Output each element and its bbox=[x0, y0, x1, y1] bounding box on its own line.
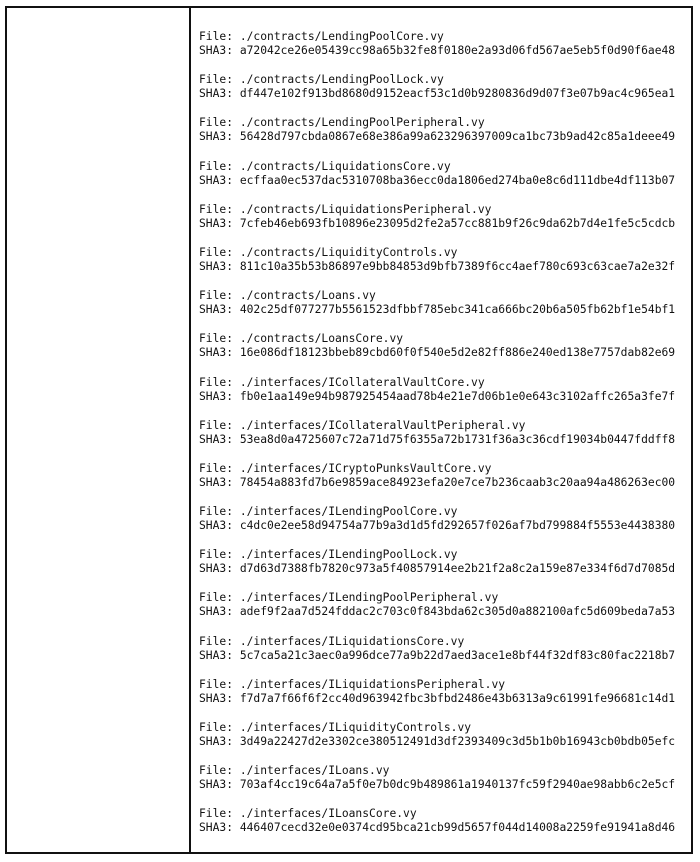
file-label: File: bbox=[199, 634, 240, 648]
file-line bbox=[199, 116, 691, 130]
sha3-line bbox=[199, 390, 691, 404]
sha3-line bbox=[199, 87, 691, 101]
file-path: ./interfaces/ILiquidationsCore.vy bbox=[239, 634, 465, 648]
file-label: File: bbox=[199, 677, 240, 691]
sha3-line bbox=[199, 649, 691, 663]
file-path: ./contracts/LiquidationsPeripheral.vy bbox=[239, 202, 492, 216]
file-hash-entry bbox=[199, 160, 691, 188]
hash-table bbox=[5, 6, 693, 854]
file-line bbox=[199, 246, 691, 260]
file-hash-entry bbox=[199, 678, 691, 706]
sha3-line bbox=[199, 44, 691, 58]
file-label: File: bbox=[199, 505, 240, 519]
sha3-label: SHA3: bbox=[199, 173, 240, 187]
sha3-label: SHA3: bbox=[199, 605, 240, 619]
sha3-label: SHA3: bbox=[199, 130, 240, 144]
file-label: File: bbox=[199, 721, 240, 734]
file-path: ./interfaces/ILendingPoolLock.vy bbox=[239, 548, 458, 562]
file-path: ./contracts/Loans.vy bbox=[239, 289, 376, 303]
sha3-line bbox=[199, 778, 691, 792]
file-hash-entry bbox=[199, 30, 691, 58]
file-label: File: bbox=[199, 30, 240, 43]
sha3-label: SHA3: bbox=[199, 475, 240, 489]
file-label: File: bbox=[199, 764, 240, 778]
file-hash-entry bbox=[199, 462, 691, 490]
sha3-line bbox=[199, 692, 691, 706]
file-line bbox=[199, 30, 691, 44]
sha3-hash: f7d7a7f66f6f2cc40d963942fbc3bfbd2486e43b6313a9c61991fe96681c14d1 bbox=[239, 691, 676, 705]
file-path: ./contracts/LendingPoolCore.vy bbox=[239, 30, 444, 43]
file-path: ./interfaces/ILiquidationsPeripheral.vy bbox=[239, 677, 506, 691]
file-label: File: bbox=[199, 548, 240, 562]
file-label: File: bbox=[199, 159, 240, 173]
sha3-hash: 78454a883fd7b6e9859ace84923efa20e7ce7b236caab3c20aa94a486263ec00 bbox=[239, 475, 676, 489]
sha3-label: SHA3: bbox=[199, 87, 240, 101]
file-hash-entry bbox=[199, 73, 691, 101]
sha3-hash: ecffaa0ec537dac5310708ba36ecc0da1806ed274ba0e8c6d111dbe4df113b07 bbox=[239, 173, 676, 187]
file-path: ./interfaces/ILoans.vy bbox=[239, 764, 390, 778]
sha3-hash: a72042ce26e05439cc98a65b32fe8f0180e2a93d06fd567ae5eb5f0d90f6ae48 bbox=[239, 44, 676, 57]
file-hash-entry bbox=[199, 376, 691, 404]
sha3-label: SHA3: bbox=[199, 432, 240, 446]
sha3-label: SHA3: bbox=[199, 691, 240, 705]
sha3-label: SHA3: bbox=[199, 821, 240, 835]
file-hash-entry bbox=[199, 289, 691, 317]
file-line bbox=[199, 505, 691, 519]
file-path: ./interfaces/ICollateralVaultPeripheral.vy bbox=[239, 418, 526, 432]
file-label: File: bbox=[199, 332, 240, 346]
file-line bbox=[199, 548, 691, 562]
file-label: File: bbox=[199, 461, 240, 475]
file-line bbox=[199, 160, 691, 174]
file-line bbox=[199, 419, 691, 433]
sha3-line bbox=[199, 821, 691, 835]
sha3-label: SHA3: bbox=[199, 259, 240, 273]
file-path: ./contracts/LiquidityControls.vy bbox=[239, 245, 458, 259]
sha3-hash: 3d49a22427d2e3302ce380512491d3df2393409c3d5b1b0b16943cb0bdb05efc bbox=[239, 735, 676, 748]
sha3-label: SHA3: bbox=[199, 216, 240, 230]
sha3-label: SHA3: bbox=[199, 346, 240, 360]
file-hash-entry bbox=[199, 635, 691, 663]
file-line bbox=[199, 807, 691, 821]
sha3-hash: c4dc0e2ee58d94754a77b9a3d1d5fd292657f026af7bd799884f5553e4438380 bbox=[239, 519, 676, 533]
file-hash-entry bbox=[199, 591, 691, 619]
file-line bbox=[199, 376, 691, 390]
file-label: File: bbox=[199, 418, 240, 432]
sha3-line bbox=[199, 260, 691, 274]
sha3-line bbox=[199, 605, 691, 619]
file-path: ./interfaces/ILiquidityControls.vy bbox=[239, 721, 472, 734]
file-label: File: bbox=[199, 73, 240, 87]
sha3-line bbox=[199, 519, 691, 533]
file-path: ./interfaces/ICryptoPunksVaultCore.vy bbox=[239, 461, 492, 475]
file-label: File: bbox=[199, 116, 240, 130]
sha3-hash: 811c10a35b53b86897e9bb84853d9bfb7389f6cc4aef780c693c63cae7a2e32f bbox=[239, 259, 676, 273]
sha3-label: SHA3: bbox=[199, 44, 240, 57]
sha3-line bbox=[199, 476, 691, 490]
file-path: ./interfaces/ICollateralVaultCore.vy bbox=[239, 375, 485, 389]
sha3-hash: fb0e1aa149e94b987925454aad78b4e21e7d06b1e0e643c3102affc265a3fe7f bbox=[239, 389, 676, 403]
sha3-line bbox=[199, 217, 691, 231]
file-line bbox=[199, 721, 691, 735]
file-line bbox=[199, 203, 691, 217]
sha3-hash: 703af4cc19c64a7a5f0e7b0dc9b489861a1940137fc59f2940ae98abb6c2e5cf bbox=[239, 778, 676, 792]
file-label: File: bbox=[199, 245, 240, 259]
sha3-line bbox=[199, 130, 691, 144]
file-line bbox=[199, 678, 691, 692]
sha3-label: SHA3: bbox=[199, 735, 240, 748]
file-hash-entry bbox=[199, 332, 691, 360]
file-line bbox=[199, 591, 691, 605]
sha3-hash: 7cfeb46eb693fb10896e23095d2fe2a57cc881b9f26c9da62b7d4e1fe5c5cdcb bbox=[239, 216, 676, 230]
sha3-hash: 446407cecd32e0e0374cd95bca21cb99d5657f044d14008a2259fe91941a8d46 bbox=[239, 821, 676, 835]
file-line bbox=[199, 635, 691, 649]
file-line bbox=[199, 289, 691, 303]
sha3-hash: 402c25df077277b5561523dfbbf785ebc341ca666bc20b6a505fb62bf1e54bf1 bbox=[239, 303, 676, 317]
sha3-line bbox=[199, 562, 691, 576]
file-label: File: bbox=[199, 375, 240, 389]
file-path: ./interfaces/ILendingPoolPeripheral.vy bbox=[239, 591, 499, 605]
sha3-line bbox=[199, 303, 691, 317]
sha3-hash: d7d63d7388fb7820c973a5f40857914ee2b21f2a8c2a159e87e334f6d7d7085d bbox=[239, 562, 676, 576]
sha3-hash: df447e102f913bd8680d9152eacf53c1d0b9280836d9d07f3e07b9ac4c965ea1 bbox=[239, 87, 676, 101]
file-label: File: bbox=[199, 807, 240, 821]
sha3-hash: 53ea8d0a4725607c72a71d75f6355a72b1731f36a3c36cdf19034b0447fddff8 bbox=[239, 432, 676, 446]
sha3-line bbox=[199, 174, 691, 188]
file-path: ./contracts/LendingPoolPeripheral.vy bbox=[239, 116, 485, 130]
sha3-label: SHA3: bbox=[199, 519, 240, 533]
table-right-cell bbox=[191, 8, 691, 852]
sha3-line bbox=[199, 433, 691, 447]
sha3-label: SHA3: bbox=[199, 562, 240, 576]
file-hash-entry bbox=[199, 764, 691, 792]
file-line bbox=[199, 73, 691, 87]
sha3-hash: 16e086df18123bbeb89cbd60f0f540e5d2e82ff886e240ed138e7757dab82e69 bbox=[239, 346, 676, 360]
file-path: ./contracts/LendingPoolLock.vy bbox=[239, 73, 444, 87]
file-hash-entry bbox=[199, 505, 691, 533]
file-hash-entry bbox=[199, 807, 691, 835]
sha3-label: SHA3: bbox=[199, 389, 240, 403]
file-hash-entry bbox=[199, 246, 691, 274]
file-line bbox=[199, 462, 691, 476]
sha3-line bbox=[199, 346, 691, 360]
file-hash-entry bbox=[199, 721, 691, 749]
file-label: File: bbox=[199, 289, 240, 303]
sha3-line bbox=[199, 735, 691, 749]
sha3-label: SHA3: bbox=[199, 778, 240, 792]
file-line bbox=[199, 332, 691, 346]
file-hash-entry bbox=[199, 203, 691, 231]
file-path: ./contracts/LoansCore.vy bbox=[239, 332, 404, 346]
file-label: File: bbox=[199, 202, 240, 216]
file-path: ./interfaces/ILendingPoolCore.vy bbox=[239, 505, 458, 519]
sha3-hash: adef9f2aa7d524fddac2c703c0f843bda62c305d0a882100afc5d609beda7a53 bbox=[239, 605, 676, 619]
file-path: ./contracts/LiquidationsCore.vy bbox=[239, 159, 451, 173]
file-hash-entry bbox=[199, 116, 691, 144]
sha3-hash: 56428d797cbda0867e68e386a99a623296397009ca1bc73b9ad42c85a1deee49 bbox=[239, 130, 676, 144]
sha3-label: SHA3: bbox=[199, 303, 240, 317]
file-hash-entry bbox=[199, 548, 691, 576]
sha3-hash: 5c7ca5a21c3aec0a996dce77a9b22d7aed3ace1e8bf44f32df83c80fac2218b7 bbox=[239, 648, 676, 662]
sha3-label: SHA3: bbox=[199, 648, 240, 662]
file-hash-entry bbox=[199, 419, 691, 447]
table-left-cell bbox=[7, 8, 191, 852]
file-line bbox=[199, 764, 691, 778]
file-path: ./interfaces/ILoansCore.vy bbox=[239, 807, 417, 821]
file-label: File: bbox=[199, 591, 240, 605]
